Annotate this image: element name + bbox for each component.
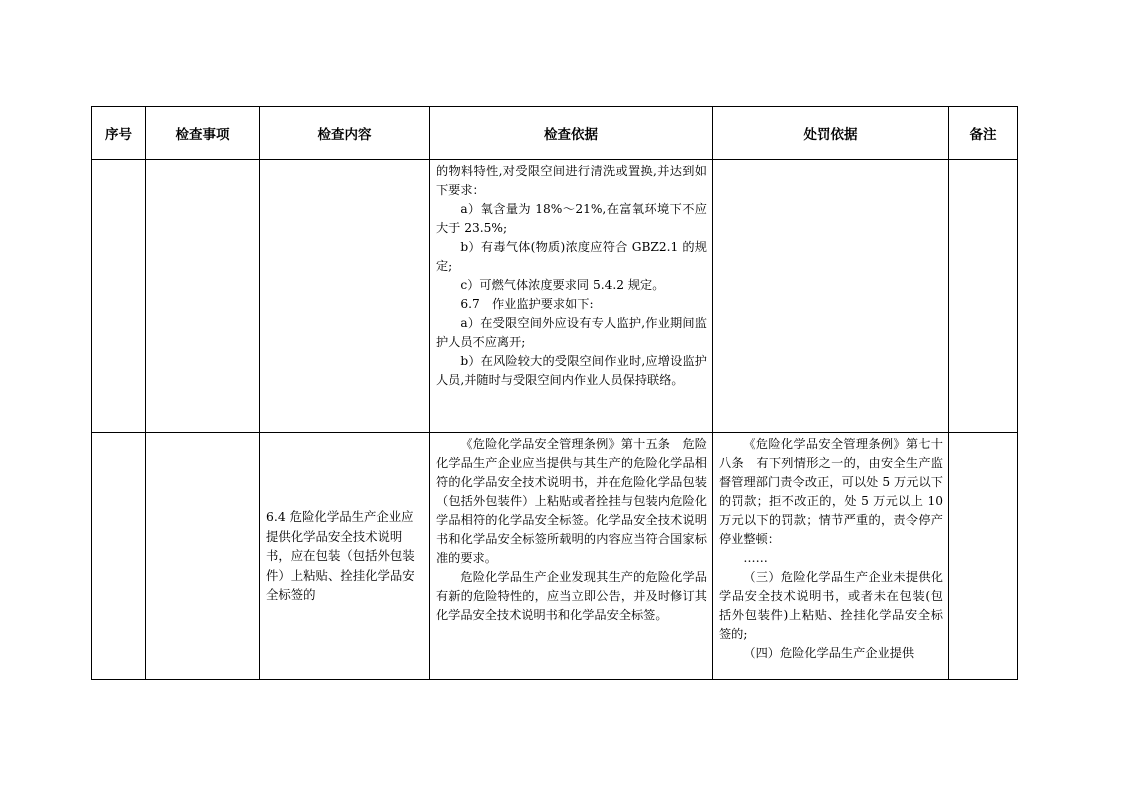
penalty-cell	[713, 160, 949, 433]
penalty-cell	[713, 433, 949, 680]
basis-cell	[430, 433, 713, 680]
table-row	[92, 160, 1018, 433]
penalty-paragraph: 《危险化学品安全管理条例》第七十八条 有下列情形之一的，由安全生产监督管理部门责令改正，可以处 5 万元以下的罚款；拒不改正的，处 5 万元以上 10 万元以下的罚款；情节严重的，责令停产停业整顿：	[719, 437, 943, 546]
basis-paragraph: c）可燃气体浓度要求同 5.4.2 规定。	[460, 278, 665, 292]
basis-paragraph: b）有毒气体(物质)浓度应符合 GBZ2.1 的规定;	[436, 240, 707, 273]
content-text: 6.4 危险化学品生产企业应提供化学品安全技术说明书，应在包装（包括外包装件）上粘贴、拴挂化学品安全标签的	[266, 509, 415, 603]
basis-paragraph: a）氧含量为 18%～21%,在富氧环境下不应大于 23.5%;	[436, 202, 707, 235]
header-note: 备注	[949, 107, 1018, 160]
seq-cell	[92, 160, 146, 433]
penalty-paragraph: （三）危险化学品生产企业未提供化学品安全技术说明书，或者未在包装(包括外包装件)上粘贴、拴挂化学品安全标签的;	[719, 570, 943, 641]
content-cell	[260, 160, 430, 433]
header-row	[92, 107, 1018, 160]
basis-cell	[430, 160, 713, 433]
basis-paragraph: 6.7 作业监护要求如下:	[460, 297, 594, 311]
header-basis: 检查依据	[430, 107, 713, 160]
penalty-paragraph: （四）危险化学品生产企业提供	[743, 646, 915, 660]
note-cell	[949, 160, 1018, 433]
basis-paragraph: b）在风险较大的受限空间作业时,应增设监护人员,并随时与受限空间内作业人员保持联络。	[436, 354, 707, 387]
basis-paragraph: 的物料特性,对受限空间进行清洗或置换,并达到如下要求：	[436, 164, 707, 197]
header-item: 检查事项	[146, 107, 260, 160]
item-cell	[146, 433, 260, 680]
header-seq: 序号	[92, 107, 146, 160]
item-cell	[146, 160, 260, 433]
basis-paragraph: a）在受限空间外应设有专人监护,作业期间监护人员不应离开;	[436, 316, 707, 349]
header-content: 检查内容	[260, 107, 430, 160]
table-row	[92, 433, 1018, 680]
note-cell	[949, 433, 1018, 680]
seq-cell	[92, 433, 146, 680]
penalty-paragraph: ……	[743, 551, 768, 565]
basis-paragraph: 《危险化学品安全管理条例》第十五条 危险化学品生产企业应当提供与其生产的危险化学品相符的化学品安全技术说明书，并在危险化学品包装（包括外包装件）上粘贴或者拴挂与包装内危险化学品相符的化学品安全标签。化学品安全技术说明书和化学品安全标签所载明的内容应当符合国家标准的要求。	[436, 437, 707, 565]
header-penalty: 处罚依据	[713, 107, 949, 160]
content-cell	[260, 433, 430, 680]
basis-paragraph: 危险化学品生产企业发现其生产的危险化学品有新的危险特性的，应当立即公告，并及时修订其化学品安全技术说明书和化学品安全标签。	[436, 570, 707, 622]
inspection-table	[91, 106, 1018, 680]
